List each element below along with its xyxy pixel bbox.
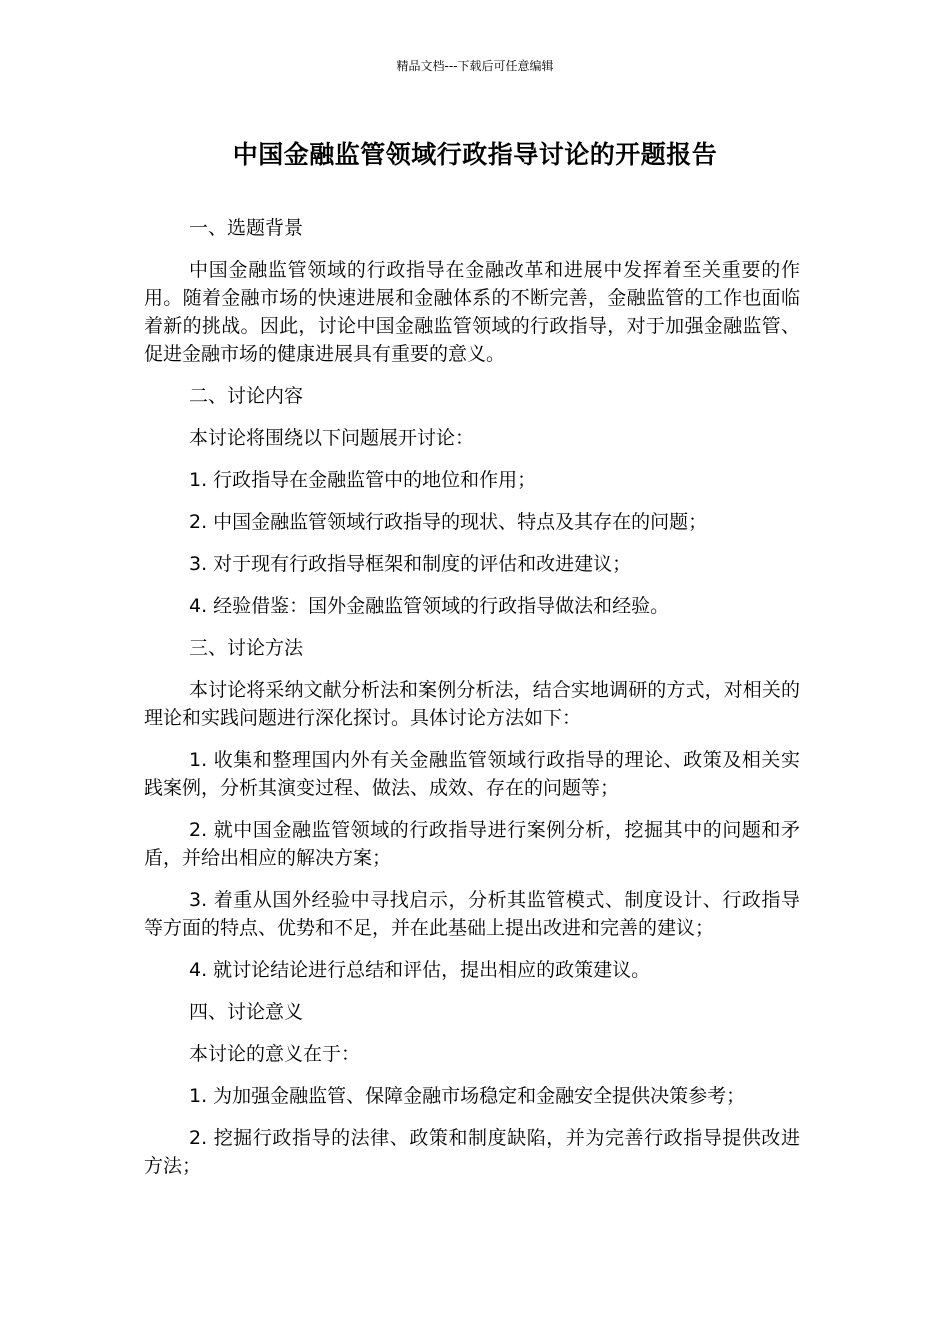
document-body (144, 214, 800, 1194)
list-item: 3. 着重从国外经验中寻找启示，分析其监管模式、制度设计、行政指导等方面的特点、优势和不足，并在此基础上提出改进和完善的建议； (144, 889, 800, 939)
document-title: 中国金融监管领域行政指导讨论的开题报告 (232, 140, 718, 169)
list-item: 4. 经验借鉴：国外金融监管领域的行政指导做法和经验。 (189, 595, 670, 617)
list-item: 4. 就讨论结论进行总结和评估，提出相应的政策建议。 (189, 959, 651, 981)
list-item: 1. 为加强金融监管、保障金融市场稳定和金融安全提供决策参考； (189, 1085, 746, 1107)
heading-significance: 四、讨论意义 (189, 1001, 304, 1023)
paragraph-background: 中国金融监管领域的行政指导在金融改革和进展中发挥着至关重要的作用。随着金融市场的快速进展和金融体系的不断完善，金融监管的工作也面临着新的挑战。因此，讨论中国金融监管领域的行政指导，对于加强金融监管、促进金融市场的健康进展具有重要的意义。 (144, 259, 800, 365)
list-item: 2. 中国金融监管领域行政指导的现状、特点及其存在的问题； (189, 511, 708, 533)
paragraph-content-intro: 本讨论将围绕以下问题展开讨论： (189, 427, 475, 449)
list-item: 3. 对于现有行政指导框架和制度的评估和改进建议； (189, 553, 632, 575)
list-item: 1. 收集和整理国内外有关金融监管领域行政指导的理论、政策及相关实践案例，分析其演变过程、做法、成效、存在的问题等； (144, 749, 800, 799)
heading-method: 三、讨论方法 (189, 637, 304, 659)
paragraph-significance-intro: 本讨论的意义在于： (189, 1043, 361, 1065)
heading-content: 二、讨论内容 (189, 385, 304, 407)
list-item: 2. 就中国金融监管领域的行政指导进行案例分析，挖掘其中的问题和矛盾，并给出相应的解决方案； (144, 819, 800, 869)
page-header: 精品文档---下载后可任意编辑 (396, 59, 554, 73)
paragraph-method-intro: 本讨论将采纳文献分析法和案例分析法，结合实地调研的方式，对相关的理论和实践问题进行深化探讨。具体讨论方法如下： (144, 679, 800, 729)
list-item: 2. 挖掘行政指导的法律、政策和制度缺陷，并为完善行政指导提供改进方法； (144, 1127, 800, 1177)
list-item: 1. 行政指导在金融监管中的地位和作用； (189, 469, 537, 491)
heading-background: 一、选题背景 (189, 217, 304, 239)
